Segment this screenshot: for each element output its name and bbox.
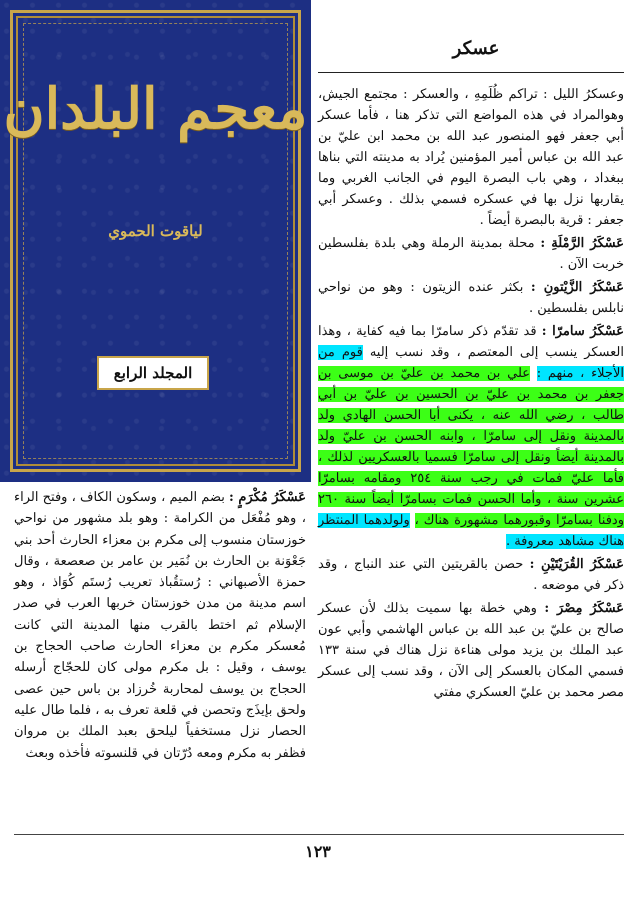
entry-heading: عَسْكَرُ مُكْرَمٍ : [229,490,307,505]
page-title: عسكر [452,38,500,59]
entry-askar-samarra [318,321,624,552]
volume-label: المجلد الرابع [97,356,209,390]
entry-heading: عَسْكَرُ الزَّيْتونِ : [530,280,624,295]
entry-text: بكثر عنده الزيتون : وهو من نواحي نابلس بفلسطين . [318,280,624,316]
entry-text: حصن بالقريتين التي عند النباج ، وقد ذكر في موضعه . [318,557,624,593]
entry-askar-zaytun [318,277,624,319]
highlight-cyan-tail: ولولدهما المنتظر هناك مشاهد معروفة . [318,513,624,549]
entry-askar-mukram [14,487,306,764]
footer-divider [14,834,624,835]
entry-askar-qurayatayn [318,554,624,596]
entry-text: بضم الميم ، وسكون الكاف ، وفتح الراء ، وهو مُفْعَل من الكرامة : وهو بلد مشهور من نواحي خوزستان منسوب إلى مكرم بن معزاء الحارث أحد بني جَعْوَنة بن الحارث بن نُمَير بن عامر بن صعصعة ، وقال حمزة الأصبهاني : رُستقُباذ تعريب رُستَم كُوَاذ ، وهو اسم مدينة من مدن خوزستان خربها العرب في صدر الإسلام ثم اختط بالقرب منها المدينة التي كانت مُعسكر مكرم بن معزاء الحارث صاحب الحجاج بن يوسف ، وقيل : بل مكرم مولى كان للحجّاج أرسله الحجاج بن يوسف لمحاربة خُرزاد بن باس حين عصى ولحق بإيذَج وتحصن في قلعة تعرف به ، فلما طال عليه الحصار نزل مستخفياً ليلحق بعبد الملك بن مروان فظفر به مكرم ومعه دُرّتان في قلنسوته فأخذه وبعث [14,490,306,761]
entry-heading: عَسْكَرُ القُرَيْتَيْنِ : [529,557,624,572]
book-cover-image [0,0,311,482]
entry-askar-misr [318,598,624,703]
entry-heading: عَسْكَرُ مِصْرَ : [544,601,624,616]
header-divider [318,72,624,73]
page-number: ١٢٣ [305,842,331,861]
cover-title: معجم البلدان [3,76,308,142]
left-column [14,487,306,766]
entry-text: وهي خطة بها سميت بذلك لأن عسكر صالح بن عليّ بن عبد الله بن عباس الهاشمي وأبي عون عبد الملك بن يزيد مولى هناءة نزل هناك في سنة ١٣٣ فسمي المكان بالعسكر إلى الآن ، وقد نسب إلى عسكر مصر محمد بن عليّ العسكري مفتي [318,601,624,700]
entry-text: قد تقدّم ذكر سامرّا بما فيه كفاية ، وهذا العسكر ينسب إلى المعتصم ، وقد نسب إليه [318,324,624,360]
entry-heading: عَسْكَرُ الرَّمْلَةِ : [540,236,624,251]
entry-askar-intro [318,84,624,231]
entry-text: وعسكرُ الليل : تراكم ظُلَمِهِ ، والعسكر : مجتمع الجيش، وهوالمراد في هذه المواضع التي تذكر هنا ، فأما عسكر أبي جعفر فهو المنصور عبد الله بن محمد ابن عليّ بن عبد الله بن عباس أمير المؤمنين يُراد به مدينته التي بناها ببغداد ، وهي باب البصرة اليوم في الجانب الغربي وما يقاربها نزل بها في عسكره فسمي بذلك . وعسكر أبي جعفر : قرية بالبصرة أيضاً . [318,87,624,228]
entry-heading: عَسْكَرُ سامرّا : [541,324,624,339]
entry-askar-ramla [318,233,624,275]
highlight-cyan-text: قوم من الأجلاء ، منهم : [318,345,624,381]
right-column [318,84,624,705]
cover-author: لياقوت الحموي [108,222,203,240]
highlight-green-text: علي بن محمد بن عليّ بن موسى بن جعفر بن محمد بن عليّ بن الحسين بن عليّ بن أبي طالب ، رضي الله عنه ، يكنى أبا الحسن الهادي ولد بالمدينة ونقل إلى سامرّا ، وابنه الحسن بن عليّ ولد بالمدينة أيضاً ونقل إلى سامرّا فسميا بالعسكريين لذلك ، فأما عليّ فمات في رجب سنة ٢٥٤ ومقامه بسامرّا عشرين سنة ، وأما الحسن فمات بسامرّا أيضاً سنة ٢٦٠ ودفنا بسامرّا وقبورهما مشهورة هناك ، [318,366,624,528]
entry-text: محلة بمدينة الرملة وهي بلدة بفلسطين خربت الآن . [318,236,624,272]
